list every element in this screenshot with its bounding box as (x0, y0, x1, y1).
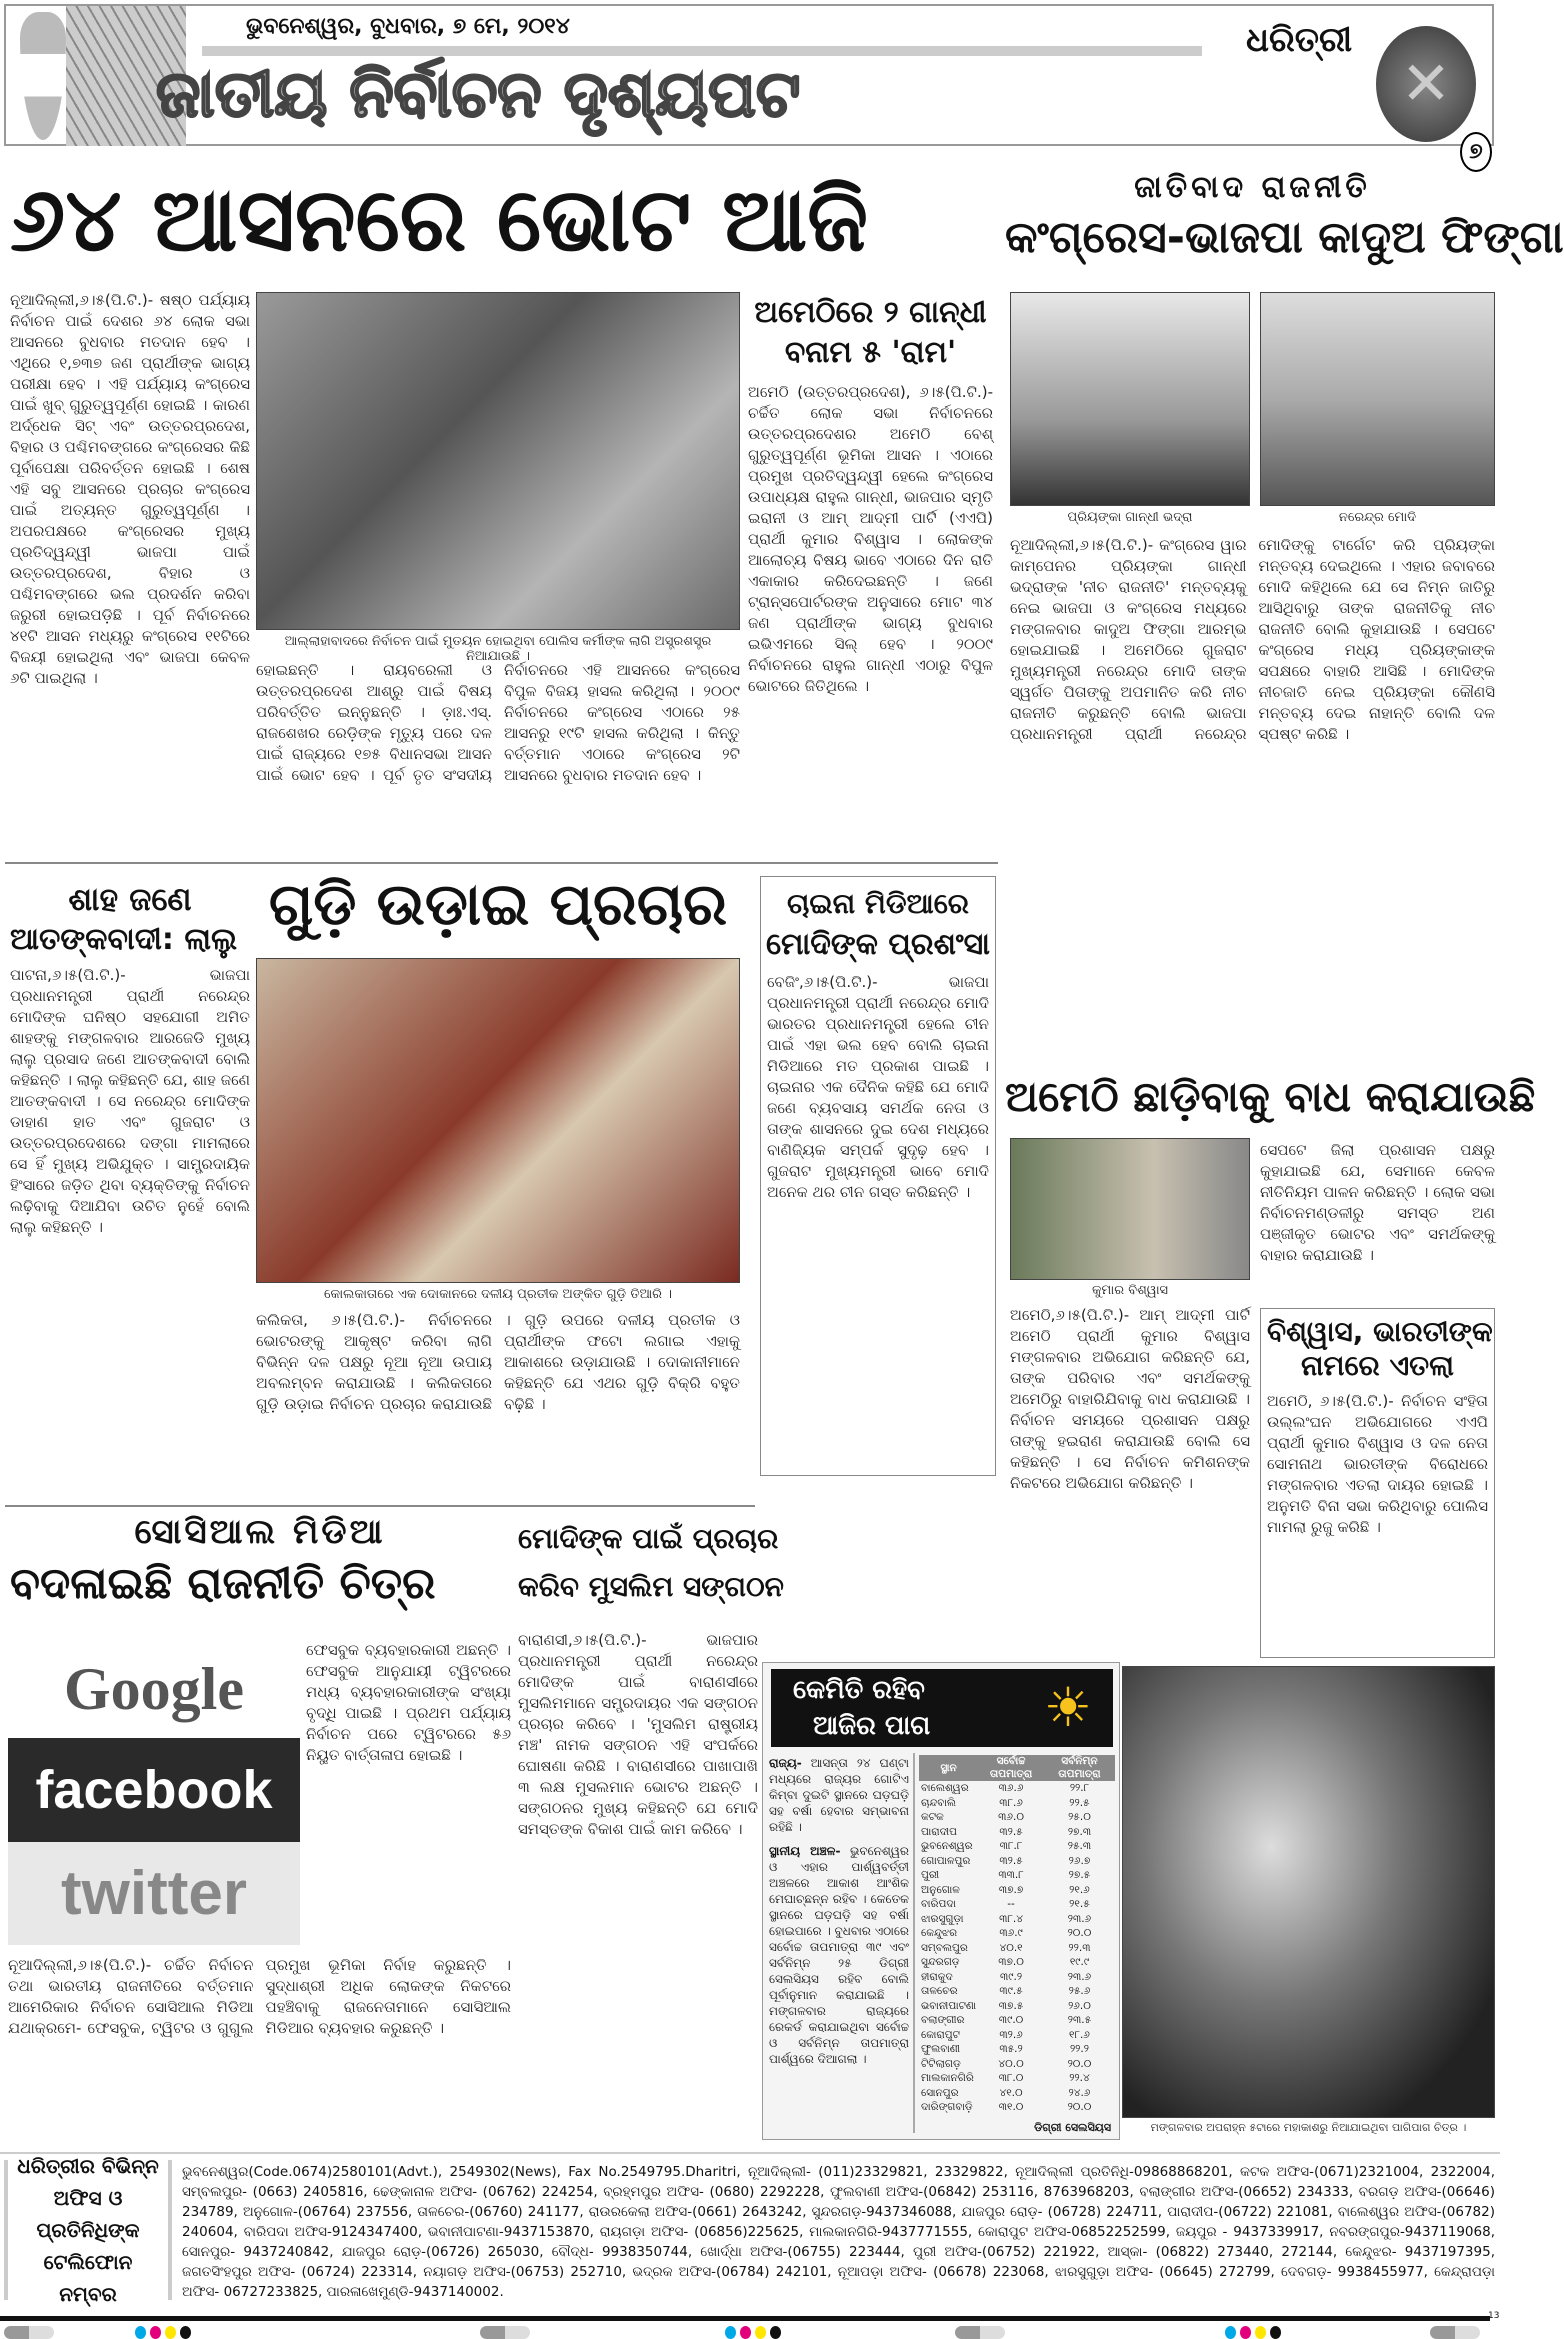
temperature-row (919, 2100, 1115, 2115)
cell-min: ୨୪.୬ (1068, 2086, 1091, 2099)
cell-min: ୨୧.୬ (1069, 1883, 1090, 1896)
lead-photo (256, 292, 740, 630)
cell-min: ୨୨.୩ (1068, 1941, 1091, 1954)
cell-min: ୧୯.୯ (1069, 1956, 1090, 1968)
fir-headline-1: ବିଶ୍ୱାସ, ଭାରତୀଙ୍କ (1267, 1315, 1493, 1348)
cell-max: ୩୫.୨ (999, 2043, 1023, 2055)
cell-max: ୩୯.୨ (1000, 1970, 1023, 1983)
cell-max: ୩୭.୦ (998, 1956, 1024, 1968)
social-kicker: ସୋସିଆଲ ମିଡିଆ (134, 1512, 386, 1552)
social-body: ନୂଆଦିଲ୍ଲୀ,୬।୫(ପି.ଟି.)- ଚର୍ଚ୍ଚିତ ନିର୍ବାଚନ ତଥା ଭାରତୀୟ ରାଜନୀତିରେ ବର୍ତ୍ତମାନ ଆମେରିକାର ନିର୍ବାଚନ ସୋସିଆଲ ମିଡିଆ ଯଥାକ୍ରମେ- ଫେସବୁକ, ଟ୍ୱିଟର ଓ ଗୁଗୁଲ ପ୍ରମୁଖ ଭୂମିକା ନିର୍ବାହ କରୁଛନ୍ତି । ସୁଦ୍ଧାଶ୍ରୀ ଅଧିକ ଲୋକଙ୍କ ନିକଟରେ ପହଞ୍ଚିବାକୁ ରାଜନେତାମାନେ ସୋସିଆଲ ମିଡିଆର ବ୍ୟବହାର କରୁଛନ୍ତି । (8, 1956, 511, 2037)
lead-body-continued: ହୋଇଛନ୍ତି । ରାୟବରେଲୀ ଓ ଉତ୍ତରପ୍ରଦେଶ ଆଶ୍ରୁ ପାଇଁ ବିଷୟ ପରିବର୍ତ୍ତିତ ଇନ୍ନୁଛନ୍ତି । ଡ଼ାଃ.ଏସ୍. ରାଜଶେଖର ରେଡ଼ିଙ୍କ ମୃତ୍ୟୁ ପରେ ଦଳ ପାଇଁ ରାଜ୍ୟରେ ୧୭୫ ବିଧାନସଭା ଆସନ ପାଇଁ ଭୋଟ ହେବ । ପୂର୍ବ ତୃତ ସଂସଦୀୟ ନିର୍ବାଚନରେ ଏହି ଆସନରେ କଂଗ୍ରେସ ବିପୁଳ ବିଜୟ ହାସଲ କରିଥିଲା । ୨୦୦୯ ନିର୍ବାଚନରେ କଂଗ୍ରେସ ଏଠାରେ ୨୫ ଆସନରୁ ୧୯ଟି ହାସଲ କରିଥିଲା । କିନ୍ତୁ ବର୍ତ୍ତମାନ ଏଠାରେ କଂଗ୍ରେସ ୨ଟି ଆସନରେ ବୁଧବାର ମତଦାନ ହେବ । (256, 661, 740, 784)
temperature-row (919, 1781, 1115, 1796)
temperature-row (919, 1941, 1115, 1956)
col-max: ସର୍ବୋଚ୍ଚ ତାପମାତ୍ରା (989, 1755, 1033, 1780)
kites-headline: ଗୁଡ଼ି ଉଡ଼ାଇ ପ୍ରଚାର (268, 870, 728, 938)
temperature-row (919, 1970, 1115, 1985)
cell-max: ୩୩.୮ (998, 1869, 1024, 1881)
cell-min: ୨୫.୩ (1067, 1840, 1092, 1852)
cell-max: ୩୮.୪ (999, 1912, 1023, 1925)
temperature-row (919, 2086, 1115, 2101)
cell-place: ଗୋପାଳପୁର (921, 1854, 971, 1867)
col-min: ସର୍ବନିମ୍ନ ତାପମାତ୍ରା (1058, 1755, 1101, 1780)
kites-body: କଲିକତା, ୬।୫(ପି.ଟି.)- ନିର୍ବାଚନରେ ଭୋଟରଙ୍କୁ ଆକୃଷ୍ଟ କରିବା ଲାଗି ବିଭିନ୍ନ ଦଳ ପକ୍ଷରୁ ନୂଆ ନୂଆ ଉପାୟ ଅବଲମ୍ବନ କରାଯାଉଛି । କଲିକତାରେ ଗୁଡ଼ି ଉଡ଼ାଇ ନିର୍ବାଚନ ପ୍ରଚାର କରାଯାଉଛି । ଗୁଡ଼ି ଉପରେ ଦଳୀୟ ପ୍ରତୀକ ଓ ପ୍ରାର୍ଥୀଙ୍କ ଫଟୋ ଲଗାଇ ଏହାକୁ ଆକାଶରେ ଉଡ଼ାଯାଉଛି । ଦୋକାନୀମାନେ କହିଛନ୍ତି ଯେ ଏଥର ଗୁଡ଼ି ବିକ୍ରି ବହୁତ ବଢ଼ିଛି । (256, 1311, 740, 1413)
lead-photo-caption: ଆଲ୍ଲାହାବାଦରେ ନିର୍ବାଚନ ପାଇଁ ମୁତୟନ ହୋଇଥିବା ପୋଲିସ କର୍ମୀଙ୍କ ଲାଗି ଅସ୍ତ୍ରଶସ୍ତ୍ର ନିଆଯାଉଛି । (284, 634, 712, 664)
cell-max: ୪୦.୦ (998, 2057, 1024, 2070)
cell-place: ପୁରୀ (921, 1869, 940, 1881)
temperature-row (919, 1912, 1115, 1927)
cell-place: ବାଲେଶ୍ୱର (921, 1782, 969, 1794)
temperature-row (919, 1926, 1115, 1941)
cell-min: ୨୨.୫ (1069, 1796, 1090, 1809)
temperature-row (919, 1955, 1115, 1970)
cell-place: ମାଲକାନଗିରି (921, 2072, 974, 2084)
cell-max: ୪୧.୦ (999, 2086, 1023, 2099)
cell-place: ଫୁଲବାଣୀ (921, 2043, 960, 2055)
dateline: ଭୁବନେଶ୍ୱର, ବୁଧବାର, ୭ ମେ, ୨୦୧୪ (246, 14, 570, 39)
page-number: ୭ (1460, 132, 1492, 172)
amethi-headline-2: ବନାମ ୫ 'ରାମ' (784, 335, 957, 370)
cell-place: ସମ୍ବଲପୁର (921, 1941, 968, 1954)
fir-headline-2: ନାମରେ ଏତଲା (1301, 1349, 1454, 1382)
satellite-caption: ମଙ୍ଗଳବାର ଅପରାହ୍ନ ୫ଟାରେ ମହାକାଶରୁ ନିଆଯାଇଥିବା ପାଗିପାଗ ଚିତ୍ର । (1150, 2121, 1467, 2134)
cell-place: ଦାରିଙ୍ଗବାଡ଼ି (921, 2101, 973, 2113)
weather-local-text: ଭୁବନେଶ୍ୱର ଓ ଏହାର ପାର୍ଶ୍ୱବର୍ତ୍ତୀ ଅଞ୍ଚଳରେ ଆକାଶ ଆଂଶିକ ମେଘାଚ୍ଛନ୍ନ ରହିବ । କେତେକ ସ୍ଥାନରେ ଘଡ଼ଘଡ଼ି ସହ ବର୍ଷା ହୋଇପାରେ । ବୁଧବାର ଏଠାରେ ସର୍ବୋଚ୍ଚ ତାପମାତ୍ରା ୩୯ ଏବଂ ସର୍ବନିମ୍ନ ୨୫ ଡିଗ୍ରୀ ସେଲସିୟସ ରହିବ ବୋଲି ପୂର୍ବାନୁମାନ କରାଯାଇଛି । ମଙ୍ଗଳବାର ରାଜ୍ୟରେ ରେକର୍ଡ କରାଯାଇଥିବା ସର୍ବୋଚ୍ଚ ଓ ସର୍ବନିମ୍ନ ତାପମାତ୍ରା ପାର୍ଶ୍ୱରେ ଦିଆଗଲା । (769, 1844, 910, 2066)
temperature-row (919, 2042, 1115, 2057)
cell-place: ଚାନ୍ଦବାଲି (921, 1796, 956, 1809)
cell-min: ୨୩.୫ (1067, 2014, 1092, 2026)
cell-max: ୩୯.୦ (998, 2014, 1024, 2026)
temperature-row (919, 1984, 1115, 1999)
temperature-row (919, 2071, 1115, 2086)
masthead (4, 4, 1494, 146)
temperature-table (919, 1755, 1115, 2115)
cell-max: ୪୦.୧ (999, 1941, 1023, 1954)
temperature-row (919, 2013, 1115, 2028)
fir-body: ଅମେଠି, ୬।୫(ପି.ଟି.)- ନିର୍ବାଚନ ସଂହିତା ଉଲ୍ଲଂଘନ ଅଭିଯୋଗରେ ଏଏପି ପ୍ରାର୍ଥୀ କୁମାର ବିଶ୍ୱାସ ଓ ଦଳ ନେତା ସୋମନାଥ ଭାରତୀଙ୍କ ବିରୋଧରେ ମଙ୍ଗଳବାର ଏତଲା ଦାୟର ହୋଇଛି । ଅନୁମତି ବିନା ସଭା କରିଥିବାରୁ ପୋଲିସ ମାମଲା ରୁଜୁ କରିଛି । (1267, 1392, 1488, 1536)
bottom-rule (0, 2316, 1490, 2321)
cell-place: ଝାରସୁଗୁଡ଼ା (921, 1912, 964, 1925)
cell-place: ବଲାଙ୍ଗୀର (921, 2014, 965, 2026)
amethi-headline-1: ଅମେଠିରେ ୨ ଗାନ୍ଧୀ (754, 295, 987, 330)
cell-max: -- (1007, 1898, 1015, 1910)
footer-title: ଧରିତ୍ରୀର ବିଭିନ୍ନ ଅଫିସ ଓ ପ୍ରତିନିଧିଙ୍କ ଟେଲିଫୋନ ନମ୍ବର (17, 2154, 159, 2306)
india-map-icon (20, 12, 66, 140)
temperature-row (919, 1825, 1115, 1840)
cell-place: କୋରାପୁଟ (921, 2028, 960, 2041)
cell-max: ୩୮.୮ (999, 1840, 1023, 1852)
weather-panel (762, 1662, 1120, 2140)
lalu-headline-1: ଶାହ ଜଣେ (68, 880, 192, 918)
cell-min: ୨୨.୮ (1069, 1782, 1090, 1794)
weather-title-1: କେମିତି ରହିବ (793, 1675, 925, 1705)
col-place: ସ୍ଥାନ (940, 1761, 957, 1774)
cell-max: ୩୧.୦ (998, 2101, 1024, 2113)
cell-min: ୨୩.୬ (1067, 1912, 1092, 1925)
kumar-biswas-caption: କୁମାର ବିଶ୍ୱାସ (1091, 1283, 1169, 1298)
cell-place: ସୁନ୍ଦରଗଡ଼ (921, 1956, 960, 1968)
kites-photo (256, 958, 740, 1283)
cell-max: ୩୮.୬ (999, 1796, 1023, 1809)
cell-place: ହୀରାକୁଦ (921, 1970, 953, 1983)
lead-body: ନୂଆଦିଲ୍ଲୀ,୬।୫(ପି.ଟି.)- ଷଷ୍ଠ ପର୍ଯ୍ୟାୟ ନିର୍ବାଚନ ପାଇଁ ଦେଶର ୬୪ ଲୋକ ସଭା ଆସନରେ ବୁଧବାର ମତଦାନ ହେବ । ଏଥିରେ ୧,୭୩୭ ଜଣ ପ୍ରାର୍ଥୀଙ୍କ ଭାଗ୍ୟ ପରୀକ୍ଷା ହେବ । ଏହି ପର୍ଯ୍ୟାୟ କଂଗ୍ରେସ ପାଇଁ ଖୁବ୍ ଗୁରୁତ୍ୱପୂର୍ଣ୍ଣ ହୋଇଛି । କାରଣ ଅର୍ଦ୍ଧେକ ସିଟ୍ ଏବଂ ଉତ୍ତରପ୍ରଦେଶ, ବିହାର ଓ ପଶ୍ଚିମବଙ୍ଗରେ କଂଗ୍ରେସର କିଛି ପୂର୍ବାପେକ୍ଷା ପରିବର୍ତ୍ତନ ହୋଇଛି । ଶେଷ ଏହି ସବୁ ଆସନରେ ପ୍ରଚାର କଂଗ୍ରେସ ପାଇଁ ଅତ୍ୟନ୍ତ ଗୁରୁତ୍ୱପୂର୍ଣ୍ଣ । ଅପରପକ୍ଷରେ କଂଗ୍ରେସର ମୁଖ୍ୟ ପ୍ରତିଦ୍ୱନ୍ଦ୍ୱୀ ଭାଜପା ପାଇଁ ଉତ୍ତରପ୍ରଦେଶ, ବିହାର ଓ ପଶ୍ଚିମବଙ୍ଗରେ ଭଲ ପ୍ରଦର୍ଶନ କରିବା ଜରୁରୀ ହୋଇପଡ଼ିଛି । ପୂର୍ବ ନିର୍ବାଚନରେ ୪୧ଟି ଆସନ ମଧ୍ୟରୁ କଂଗ୍ରେସ ୧୧ଟିରେ ବିଜୟୀ ହୋଇଥିଲା ଏବଂ ଭାଜପା କେବଳ ୬ଟି ପାଇଥିଲା । (10, 291, 250, 687)
cell-min: ୨୫.୬ (1068, 1985, 1091, 1997)
cell-place: ପାରାଦୀପ (921, 1825, 957, 1838)
amethi-body: ଅମେଠି (ଉତ୍ତରପ୍ରଦେଶ), ୬।୫(ପି.ଟି.)- ଚର୍ଚ୍ଚିତ ଲୋକ ସଭା ନିର୍ବାଚନରେ ଉତ୍ତରପ୍ରଦେଶର ଅମେଠି ବେଶ୍ ଗୁରୁତ୍ୱପୂର୍ଣ୍ଣ ଭୂମିକା ଆସନ । ଏଠାରେ ପ୍ରମୁଖ ପ୍ରତିଦ୍ୱନ୍ଦ୍ୱୀ ହେଲେ କଂଗ୍ରେସ ଉପାଧ୍ୟକ୍ଷ ରାହୁଲ ଗାନ୍ଧୀ, ଭାଜପାର ସ୍ମୃତି ଇରାନୀ ଓ ଆମ୍ ଆଦ୍ମୀ ପାର୍ଟି (ଏଏପି) ପ୍ରାର୍ଥୀ କୁମାର ବିଶ୍ୱାସ । ଲୋକଙ୍କ ଆଲୋଚ୍ୟ ବିଷୟ ଭାବେ ଏଠାରେ ଦିନ ରାତି ଏକାକାର କରିଦେଇଛନ୍ତି । ଜଣେ ଟ୍ରାନ୍ସପୋର୍ଟରଙ୍କ ଅନୁସାରେ ମୋଟ ୩୪ ଜଣ ପ୍ରାର୍ଥୀଙ୍କ ଭାଗ୍ୟ ବୁଧବାର ଇଭିଏମରେ ସିଲ୍ ହେବ । ୨୦୦୯ ନିର୍ବାଚନରେ ରାହୁଲ ଗାନ୍ଧୀ ଏଠାରୁ ବିପୁଳ ଭୋଟରେ ଜିତିଥିଲେ । (748, 383, 993, 695)
facebook-logo: facebook (8, 1738, 300, 1842)
cell-max: ୩୮.୦ (998, 2072, 1024, 2084)
lalu-body: ପାଟନା,୬।୫(ପି.ଟି.)- ଭାଜପା ପ୍ରଧାନମନ୍ତ୍ରୀ ପ୍ରାର୍ଥୀ ନରେନ୍ଦ୍ର ମୋଦିଙ୍କ ଘନିଷ୍ଠ ସହଯୋଗୀ ଅମିତ ଶାହଙ୍କୁ ମଙ୍ଗଳବାର ଆରଜେଡି ମୁଖ୍ୟ ଲାଲୁ ପ୍ରସାଦ ଜଣେ ଆତଙ୍କବାଦୀ ବୋଲି କହିଛନ୍ତି । ଲାଲୁ କହିଛନ୍ତି ଯେ, ଶାହ ଜଣେ ଆତଙ୍କବାଦୀ । ସେ ନରେନ୍ଦ୍ର ମୋଦିଙ୍କ ଡାହାଣ ହାତ ଏବଂ ଗୁଜରାଟ ଓ ଉତ୍ତରପ୍ରଦେଶରେ ଦଙ୍ଗା ମାମଲାରେ ସେ ହିଁ ମୁଖ୍ୟ ଅଭିଯୁକ୍ତ । ସାମ୍ପ୍ରଦାୟିକ ହିଂସାରେ ଜଡ଼ିତ ଥିବା ବ୍ୟକ୍ତିଙ୍କୁ ନିର୍ବାଚନ ଲଢ଼ିବାକୁ ଦିଆଯିବା ଉଚିତ ନୁହେଁ ବୋଲି ଲାଲୁ କହିଛନ୍ତି । (10, 966, 250, 1236)
satellite-image (1122, 1666, 1495, 2118)
cell-max: ୩୨.୬ (999, 2028, 1023, 2041)
muslim-headline-1: ମୋଦିଙ୍କ ପାଇଁ ପ୍ରଚାର (518, 1522, 779, 1555)
priyanka-photo (1010, 292, 1250, 506)
cell-place: ସୋନପୁର (921, 2086, 959, 2099)
cell-place: ଭୁବନେଶ୍ୱର (921, 1840, 973, 1852)
google-logo: Google (8, 1640, 300, 1738)
cell-min: ୨୧.୫ (1069, 1898, 1090, 1910)
footer-contacts: ଭୁବନେଶ୍ୱର(Code.0674)2580101(Advt.), 2549302(News), Fax No.2549795.Dharitri, ନୂଆଦିଲ୍ଲୀ- (011)23329821, 23329822, ନୂଆଦିଲ୍ଲୀ ପ୍ରତିନିଧି-09868868201, କଟକ ଅଫିସ-(0671)2321004, 2322004, ସମ୍ବଲପୁର- (0663) 2405816, ଢେଙ୍କାନାଳ ଅଫିସ- (06762) 224254, ବ୍ରହ୍ମପୁର ଅଫିସ- (0680) 2292228, ଫୁଲବାଣୀ ଅଫିସ-(06842) 253116, 8763968203, ବଲାଙ୍ଗୀର ଅଫିସ-(06652) 234333, ବରଗଡ଼ ଅଫିସ-(06646) 234789, ଅନୁଗୋଳ-(06764) 237556, ତାଳଚେର-(06760) 241177, ରାଉରକେଲା ଅଫିସ-(0661) 2643242, ସୁନ୍ଦରଗଡ଼-9437346088, ଯାଜପୁର ରୋଡ଼- (06728) 224711, ପାରାଦୀପ-(06722) 221081, ବାଲେଶ୍ୱର ଅଫିସ-(06782) 240604, ବାରିପଦା ଅଫିସ-9124347400, ଭବାନୀପାଟଣା-9437153870, ରାୟଗଡ଼ା ଅଫିସ- (06856)225625, ମାଲକାନଗିରି-9437771555, କୋରାପୁଟ ଅଫିସ-06852252599, ଜୟପୁର - 9437339917, ନବରଙ୍ଗପୁର-9437119068, ସୋନପୁର- 9437240842, ଯାଜପୁର ରୋଡ଼-(06726) 265030, ବୌଦ୍ଧ- 9938350744, ଖୋର୍ଦ୍ଧା ଅଫିସ-(06755) 223444, ପୁରୀ ଅଫିସ-(06752) 221922, ଆସ୍କା- (06822) 273440, 272144, କେନ୍ଦୁଝର- 9437197395, ଜଗତସିଂହପୁର ଅଫିସ- (06724) 223314, ନୟାଗଡ଼ ଅଫିସ-(06753) 252710, ଭଦ୍ରକ ଅଫିସ-(06784) 242101, ନୂଆପଡ଼ା ଅଫିସ- (06678) 223068, ଝାରସୁଗୁଡ଼ା ଅଫିସ- (06645) 272799, ଦେବଗଡ଼- 9938455977, କେନ୍ଦ୍ରାପଡ଼ା ଅଫିସ- 06727233825, ପାରଳାଖେମୁଣ୍ଡି-9437140002. (182, 2164, 1495, 2300)
weather-state-text: ଆସନ୍ତା ୨୪ ଘଣ୍ଟା ମଧ୍ୟରେ ରାଜ୍ୟର ଗୋଟିଏ କିମ୍ବା ଦୁଇଟି ସ୍ଥାନରେ ଘଡ଼ଘଡ଼ି ସହ ବର୍ଷା ହେବାର ସମ୍ଭାବନା ରହିଛି । (769, 1756, 909, 1834)
modi-caption: ନରେନ୍ଦ୍ର ମୋଦି (1338, 510, 1417, 525)
temperature-unit: ଡିଗ୍ରୀ ସେଲସିୟସ (1034, 2121, 1111, 2134)
voting-stamp-icon: ✕ (1376, 26, 1476, 142)
temperature-row (919, 1883, 1115, 1898)
lalu-headline-2: ଆତଙ୍କବାଦୀ: ଲାଲୁ (10, 922, 238, 957)
cell-min: ୨୦.୦ (1067, 2057, 1092, 2070)
sun-cloud-icon: ☀ (1043, 1676, 1093, 1739)
amethi-pressure-body: ଅମେଠି,୬।୫(ପି.ଟି.)- ଆମ୍ ଆଦ୍ମୀ ପାର୍ଟି ଅମେଠି ପ୍ରାର୍ଥୀ କୁମାର ବିଶ୍ୱାସ ମଙ୍ଗଳବାର ଅଭିଯୋଗ କରିଛନ୍ତି ଯେ, ତାଙ୍କ ପରିବାର ଏବଂ ସମର୍ଥକଙ୍କୁ ଅମେଠିରୁ ବାହାରିଯିବାକୁ ବାଧ କରାଯାଉଛି । ନିର୍ବାଚନ ସମୟରେ ପ୍ରଶାସନ ପକ୍ଷରୁ ତାଙ୍କୁ ହଇରାଣ କରାଯାଉଛି ବୋଲି ସେ କହିଛନ୍ତି । ସେ ନିର୍ବାଚନ କମିଶନଙ୍କ ନିକଟରେ ଅଭିଯୋଗ କରିଛନ୍ତି । (1010, 1306, 1250, 1492)
temperature-row (919, 1868, 1115, 1883)
cell-min: ୨୬.୦ (1068, 1999, 1091, 2012)
temperature-row (919, 2028, 1115, 2043)
kumar-biswas-photo (1010, 1138, 1250, 1280)
cell-place: ଅନୁଗୋଳ (921, 1883, 960, 1896)
fir-box (1260, 1308, 1495, 1658)
temperature-row (919, 1796, 1115, 1811)
cell-min: ୧୮.୬ (1069, 2028, 1090, 2041)
cell-max: ୩୨.୫ (999, 1825, 1023, 1838)
cell-max: ୩୬.୬ (998, 1782, 1024, 1794)
china-body: ବେଜିଂ,୬।୫(ପି.ଟି.)- ଭାଜପା ପ୍ରଧାନମନ୍ତ୍ରୀ ପ୍ରାର୍ଥୀ ନରେନ୍ଦ୍ର ମୋଦି ଭାରତର ପ୍ରଧାନମନ୍ତ୍ରୀ ହେଲେ ଚୀନ ପାଇଁ ଏହା ଭଲ ହେବ ବୋଲି ଚାଇନା ମିଡିଆରେ ମତ ପ୍ରକାଶ ପାଇଛି । ଚାଇନାର ଏକ ଦୈନିକ କହିଛି ଯେ ମୋଦି ଜଣେ ବ୍ୟବସାୟ ସମର୍ଥକ ନେତା ଓ ତାଙ୍କ ଶାସନରେ ଦୁଇ ଦେଶ ମଧ୍ୟରେ ବାଣିଜ୍ୟିକ ସମ୍ପର୍କ ସୁଦୃଢ଼ ହେବ । ଗୁଜରାଟ ମୁଖ୍ୟମନ୍ତ୍ରୀ ଭାବେ ମୋଦି ଅନେକ ଥର ଚୀନ ଗସ୍ତ କରିଛନ୍ତି । (767, 973, 989, 1201)
weather-title-2: ଆଜିର ପାଗ (813, 1711, 931, 1741)
cell-min: ୨୨.୨ (1069, 2043, 1089, 2055)
china-box (760, 876, 996, 1476)
cell-max: ୩୭.୫ (998, 1999, 1024, 2012)
temperature-row (919, 1854, 1115, 1869)
temperature-row (919, 1999, 1115, 2014)
cell-min: ୨୦.୦ (1067, 1927, 1092, 1939)
cell-place: କେନ୍ଦୁଝର (921, 1927, 958, 1939)
social-logos (8, 1640, 300, 1945)
cell-min: ୨୨.୪ (1069, 2072, 1090, 2084)
china-headline-1: ଚାଇନା ମିଡିଆରେ (787, 887, 969, 920)
muslim-body: ବାରାଣସୀ,୬।୫(ପି.ଟି.)- ଭାଜପାର ପ୍ରଧାନମନ୍ତ୍ରୀ ପ୍ରାର୍ଥୀ ନରେନ୍ଦ୍ର ମୋଦିଙ୍କ ପାଇଁ ବାରାଣସୀରେ ମୁସଲିମମାନେ ସମ୍ପ୍ରଦାୟର ଏକ ସଙ୍ଗଠନ ପ୍ରଚାର କରିବେ । 'ମୁସଲିମ ରାଷ୍ଟ୍ରୀୟ ମଞ୍ଚ' ନାମକ ସଙ୍ଗଠନ ଏହି ସଂପର୍କରେ ଘୋଷଣା କରିଛି । ବାରାଣସୀରେ ପାଖାପାଖି ୩ ଲକ୍ଷ ମୁସଲମାନ ଭୋଟର ଅଛନ୍ତି । ସଙ୍ଗଠନର ମୁଖ୍ୟ କହିଛନ୍ତି ଯେ ମୋଦି ସମସ୍ତଙ୍କ ବିକାଶ ପାଇଁ କାମ କରିବେ । (518, 1631, 758, 1838)
amethi-pressure-body-top: ସେପଟେ ଜିଲା ପ୍ରଶାସନ ପକ୍ଷରୁ କୁହାଯାଇଛି ଯେ, ସେମାନେ କେବଳ ନୀତିନିୟମ ପାଳନ କରିଛନ୍ତି । ଲୋକ ସଭା ନିର୍ବାଚନମଣ୍ଡଳୀରୁ ସମସ୍ତ ଅଣ ପଞ୍ଜୀକୃତ ଭୋଟର ଏବଂ ସମର୍ଥକଙ୍କୁ ବାହାର କରାଯାଉଛି । (1260, 1141, 1495, 1264)
social-headline: ବଦଳାଇଛି ରାଜନୀତି ଚିତ୍ର (10, 1558, 436, 1609)
cell-min: ୨୦.୦ (1067, 2101, 1092, 2113)
cell-max: ୩୬.୦ (998, 1811, 1024, 1823)
section-title: ଜାତୀୟ ନିର୍ବାଚନ ଦୃଶ୍ୟପଟ (156, 58, 801, 132)
muslim-headline-2: କରିବ ମୁସଲିମ ସଙ୍ଗଠନ (518, 1570, 784, 1603)
footer-title-box (4, 2154, 172, 2306)
cell-min: ୨୫.୦ (1068, 1811, 1091, 1823)
cell-min: ୨୬.୭ (1068, 1854, 1091, 1867)
cell-place: ଟିଟିଲାଗଡ଼ (921, 2057, 961, 2070)
cell-place: ତାଳଚେର (921, 1985, 958, 1997)
caste-kicker: ଜାତିବାଦ ରାଜନୀତି (1134, 170, 1371, 205)
cell-place: ଭବାନୀପାଟଣା (921, 1999, 977, 2012)
twitter-logo: twitter (8, 1842, 300, 1945)
page-code: 13 (1488, 2311, 1500, 2321)
amethi-pressure-headline: ଅମେଠି ଛାଡ଼ିବାକୁ ବାଧ କରାଯାଉଛି (1005, 1072, 1536, 1121)
temperature-row (919, 1897, 1115, 1912)
cell-place: ବାରିପଦା (921, 1898, 956, 1910)
cell-max: ୩୬.୯ (999, 1927, 1023, 1939)
cell-max: ୩୯.୫ (999, 1985, 1023, 1997)
brand-logo: ଧରିତ୍ରୀ (1246, 20, 1353, 60)
cell-min: ୨୭.୫ (1068, 1869, 1091, 1881)
modi-photo (1260, 292, 1495, 506)
temperature-row (919, 2057, 1115, 2072)
lead-headline: ୬୪ ଆସନରେ ଭୋଟ ଆଜି (10, 168, 868, 271)
cell-max: ୩୨.୫ (999, 1854, 1023, 1867)
kites-photo-caption: କୋଲକାତାରେ ଏକ ଦୋକାନରେ ଦଳୀୟ ପ୍ରତୀକ ଅଙ୍କିତ ଗୁଡ଼ି ତିଆରି । (323, 1287, 673, 1302)
weather-state-label: ରାଜ୍ୟ- (769, 1756, 802, 1770)
weather-local-label: ସ୍ଥାନୀୟ ଅଞ୍ଚଳ- (769, 1844, 841, 1858)
priyanka-caption: ପ୍ରିୟଙ୍କା ଗାନ୍ଧୀ ଭଦ୍ରା (1067, 510, 1193, 525)
weather-header (771, 1669, 1113, 1747)
cell-min: ୨୭.୩ (1067, 1825, 1092, 1838)
cell-place: କଟକ (921, 1811, 944, 1823)
cell-max: ୩୭.୭ (998, 1883, 1024, 1896)
temperature-row (919, 1839, 1115, 1854)
china-headline-2: ମୋଦିଙ୍କ ପ୍ରଶଂସା (765, 927, 990, 962)
caste-body: ନୂଆଦିଲ୍ଲୀ,୬।୫(ପି.ଟି.)- କଂଗ୍ରେସ ୱାର କାମ୍ପେନର ପ୍ରିୟଙ୍କା ଗାନ୍ଧୀ ଭଦ୍ରାଙ୍କ 'ନୀଚ ରାଜନୀତି' ମନ୍ତବ୍ୟକୁ ନେଇ ଭାଜପା ଓ କଂଗ୍ରେସ ମଧ୍ୟରେ ମଙ୍ଗଳବାର କାଦୁଅ ଫିଙ୍ଗା ଆରମ୍ଭ ହୋଇଯାଇଛି । ଅମେଠିରେ ଗୁଜରାଟ ମୁଖ୍ୟମନ୍ତ୍ରୀ ନରେନ୍ଦ୍ର ମୋଦି ତାଙ୍କ ସ୍ୱର୍ଗତ ପିତାଙ୍କୁ ଅପମାନିତ କରି ନୀଚ ରାଜନୀତି କରୁଛନ୍ତି ବୋଲି ଭାଜପା ପ୍ରଧାନମନ୍ତ୍ରୀ ପ୍ରାର୍ଥୀ ନରେନ୍ଦ୍ର ମୋଦିଙ୍କୁ ଟାର୍ଗେଟ କରି ପ୍ରିୟଙ୍କା ମନ୍ତବ୍ୟ ଦେଇଥିଲେ । ଏହାର ଜବାବରେ ମୋଦି କହିଥିଲେ ଯେ ସେ ନିମ୍ନ ଜାତିରୁ ଆସିଥିବାରୁ ତାଙ୍କ ରାଜନୀତିକୁ ନୀଚ ରାଜନୀତି ବୋଲି କୁହାଯାଉଛି । ସେପଟେ କଂଗ୍ରେସ ମଧ୍ୟ ପ୍ରିୟଙ୍କାଙ୍କ ସପକ୍ଷରେ ବାହାରି ଆସିଛି । ମୋଦିଙ୍କ ନୀଚଜାତି ନେଇ ପ୍ରିୟଙ୍କା କୌଣସି ମନ୍ତବ୍ୟ ଦେଇ ନାହାନ୍ତି ବୋଲି ଦଳ ସ୍ପଷ୍ଟ କରିଛି । (1010, 536, 1495, 743)
social-body-side: ଫେସବୁକ ବ୍ୟବହାରକାରୀ ଅଛନ୍ତି । ଫେସବୁକ ଆନୁଯାୟୀ ଟ୍ୱିଟରରେ ମଧ୍ୟ ବ୍ୟବହାରକାରୀଙ୍କ ସଂଖ୍ୟା ବୃଦ୍ଧି ପାଇଛି । ପ୍ରଥମ ପର୍ଯ୍ୟାୟ ନିର୍ବାଚନ ପରେ ଟ୍ୱିଟରରେ ୫୬ ନିୟୁତ ବାର୍ତ୍ତାଳାପ ହୋଇଛି । (306, 1641, 511, 1764)
temperature-row (919, 1810, 1115, 1825)
print-registration-marks (0, 2326, 1500, 2339)
cell-min: ୨୩.୬ (1067, 1970, 1092, 1983)
caste-headline: କଂଗ୍ରେସ-ଭାଜପା କାଦୁଅ ଫିଙ୍ଗା (1005, 212, 1564, 263)
